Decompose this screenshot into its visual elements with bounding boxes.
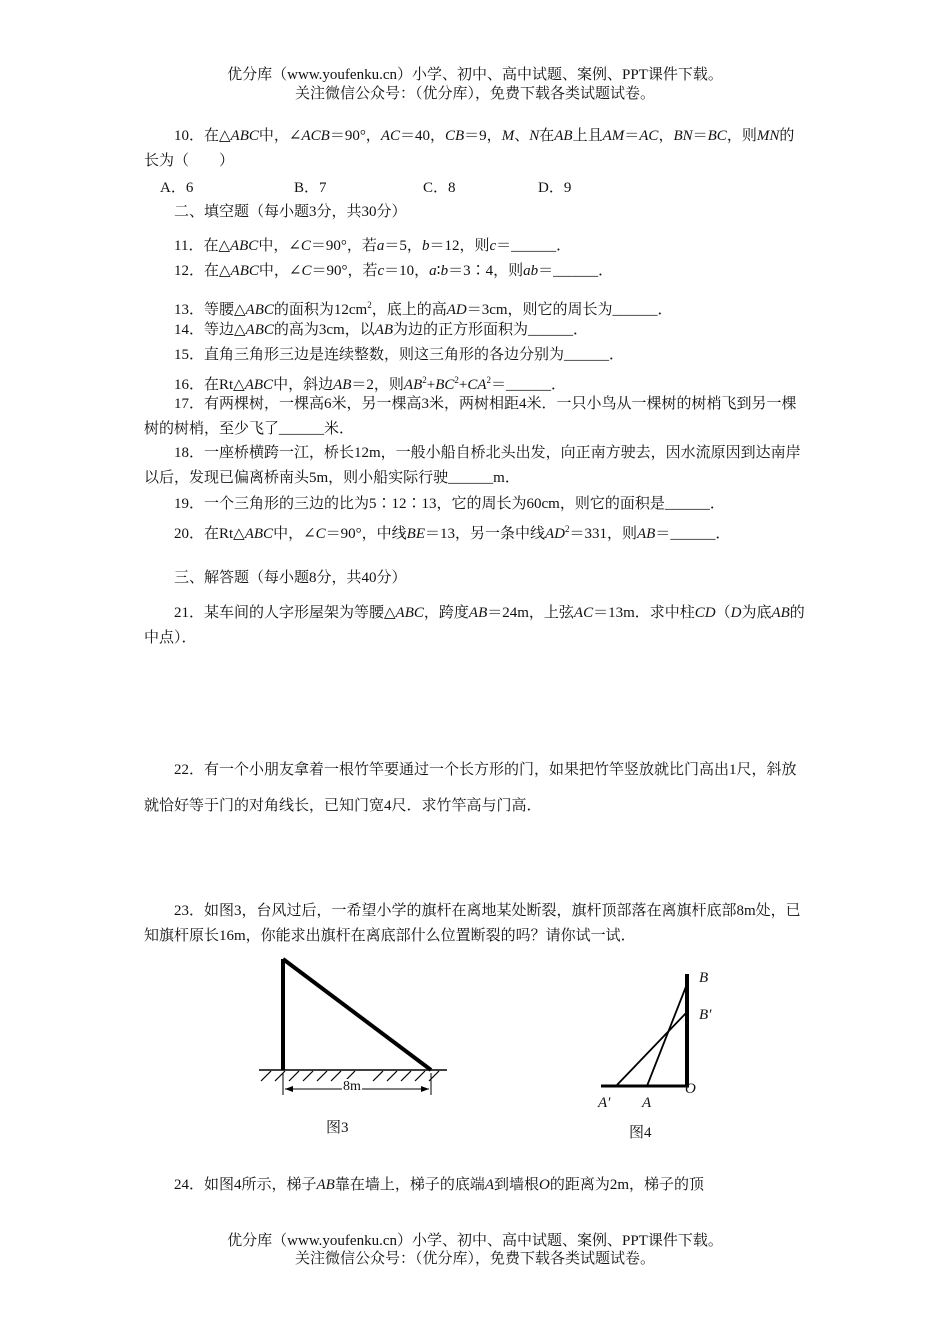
figure-4-label-a: A [642,1095,652,1111]
flagpole-broken-part [283,959,431,1070]
question-22: 22．有一个小朋友拿着一根竹竿要通过一个长方形的门，如果把竹竿竖放就比门高出1尺，斜放就恰好等于门的对角线长，已知门宽4尺．求竹竿高与门高． [144,762,797,814]
header-line-2: 关注微信公众号：（优分库），免费下载各类试题试卷。 [294,86,655,102]
section-2-title: 二、填空题（每小题3分，共30分） [174,204,407,220]
figure-3-caption: 图3 [326,1120,349,1136]
question-10-options [160,176,760,201]
footer-line-1: 优分库（www.youfenku.cn）小学、初中、高中试题、案例、PPT课件下载。 [227,1233,723,1249]
figure-3-measure-label: 8m [343,1079,361,1094]
question-13: 13．等腰△ABC的面积为$12cm^2$，底上的高AD＝3cm，则它的周长为______． [174,300,673,318]
measure-arrow-right [421,1086,429,1092]
figure-4-label-o: O [685,1081,696,1097]
ladder-original [647,984,687,1086]
question-20: 20．在Rt△ABC中，∠C＝90°，中线BE＝13，另一条中线$AD^2=331$，则AB＝______． [174,524,731,542]
question-21: 21．某车间的人字形屋架为等腰△ABC，跨度AB＝24m，上弦AC＝13m．求中柱CD（D为底AB的中点）． [144,605,805,646]
measure-arrow-left [285,1086,293,1092]
question-11: 11．在△ABC中，∠C＝90°，若a＝5，b＝12，则c＝______． [174,238,572,254]
question-17: 17．有两棵树，一棵高6米，另一棵高3米，两树相距4米．一只小鸟从一棵树的树梢飞到另一棵树的树梢，至少飞了______米． [144,396,797,437]
section-3-title: 三、解答题（每小题8分，共40分） [174,570,407,586]
option-a: A．6 [160,180,194,196]
figure-4 [595,970,705,1090]
footer-line-2: 关注微信公众号：（优分库），免费下载各类试题试卷。 [294,1251,655,1267]
figure-4-caption: 图4 [629,1125,652,1141]
question-18: 18．一座桥横跨一江，桥长12m，一般小船自桥北头出发，向正南方驶去，因水流原因到达南岸以后，发现已偏离桥南头5m，则小船实际行驶______m． [144,445,801,486]
question-15: 15．直角三角形三边是连续整数，则这三角形的各边分别为______． [174,347,625,363]
figure-4-label-a-prime: A′ [598,1095,611,1111]
question-16: 16．在Rt△ABC中，斜边AB＝2，则$AB^2+BC^2+CA^2=\_\_\_\_\_\_$． [174,375,567,393]
header-line-1: 优分库（www.youfenku.cn）小学、初中、高中试题、案例、PPT课件下载。 [227,67,723,83]
question-12: 12．在△ABC中，∠C＝90°，若c＝10，a∶b＝3∶4，则ab＝______． [174,263,614,279]
question-24: 24．如图4所示，梯子AB靠在墙上，梯子的底端A到墙根O的距离为2m，梯子的顶 [174,1177,705,1193]
option-c: C．8 [423,180,456,196]
question-10: 10．在△ABC中，∠ACB＝90°，AC＝40，CB＝9，M、N在AB上且AM＝AC，BN＝BC，则MN的长为（ ） [144,128,795,169]
option-d: D．9 [538,180,572,196]
question-19: 19．一个三角形的三边的比为5∶12∶13，它的周长为60cm，则它的面积是______． [174,496,725,512]
question-14: 14．等边△ABC的高为3cm，以AB为边的正方形面积为______． [174,322,589,338]
figure-4-label-b: B [699,970,709,986]
option-b: B．7 [294,180,327,196]
question-23: 23．如图3，台风过后，一希望小学的旗杆在离地某处断裂，旗杆顶部落在离旗杆底部8m处，已知旗杆原长16m，你能求出旗杆在离底部什么位置断裂的吗？请你试一试． [144,903,801,944]
figure-4-label-b-prime: B′ [699,1007,712,1023]
